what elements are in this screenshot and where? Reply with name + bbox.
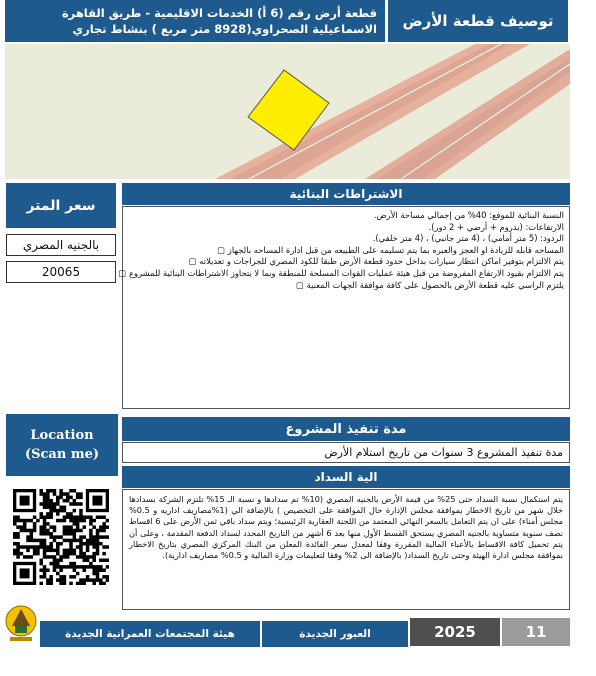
price-per-meter: 20065 xyxy=(6,261,116,283)
qr-code[interactable] xyxy=(13,489,109,585)
condition-item: الارتفاعات: (بدروم + أرضي + 2 دور). xyxy=(428,221,564,232)
site-map xyxy=(5,44,570,179)
condition-item: يتم الالتزام بتوفير اماكن انتظار سيارات بداخل حدود قطعة الأرض طبقا للكود المصري للجراجات و تعديلاته ▢ xyxy=(188,256,564,267)
condition-item: المساحه قابله للزيادة او العجز والعبره بما يتم تسليمه على الطبيعه من قبل ادارة المساحه بالجهاز ▢ xyxy=(217,244,564,255)
payment-heading: الية السداد xyxy=(122,466,570,488)
location-title: Location xyxy=(30,428,94,443)
conditions-heading: الاشتراطات البنائية xyxy=(122,183,570,205)
section-title: توصيف قطعة الأرض xyxy=(388,0,568,42)
qr-code-graphic xyxy=(13,489,109,585)
footer-year: 2025 xyxy=(410,618,500,646)
condition-item: يتم الالتزام بقيود الارتفاع المفروضة من قبل هيئة عمليات القوات المسلحة للمنطقة وبما لا يتجاوز الاشتراطات البنائية للمشروع ▢ xyxy=(118,267,564,278)
price-currency: بالجنيه المصري xyxy=(6,234,116,256)
condition-item: النسبة البنائية للموقع: 40% من إجمالي مساحة الأرض. xyxy=(373,210,564,220)
condition-item: الردود: (5 متر أمامي) ، (4 متر جانبي) ، (4 متر خلفي). xyxy=(372,233,564,244)
location-label xyxy=(6,414,118,476)
page-number: 11 xyxy=(502,618,570,646)
condition-item: يلتزم الراسي عليه قطعة الأرض بالحصول على كافة موافقة الجهات المعنية ▢ xyxy=(296,279,564,290)
footer-city: العبور الجديدة xyxy=(262,621,408,647)
duration-text: مدة تنفيذ المشروع 3 سنوات من تاريخ استلام الأرض xyxy=(122,442,570,463)
payment-text: يتم استكمال نسبة السداد حتى 25% من قيمة الأرض بالجنيه المصري (10% تم سدادها و نسبة الـ 15% تلتزم الشركة بسدادها خلال شهر من تاريخ الاخطار بموافقة مجلس الإدارة حال الموافقة على التخصيص ) بالإضافة الي (1%مصاريف اداريه و 0.5% مجلس أمناء) على ان يتم التعامل بالسعر النهائي المعتمد من اللجنة العقارية الرئيسية؛ ويتم سداد باقي ثمن الأرض على 6 اقساط نصف سنوية متساوية بالجنيه المصري يستحق القسط الأول منها بعد 6 أشهر من التاريخ المحدد لسداد الدفعة المقدمة ، وعلى أن يتم تحميل كافة الاقساط بالأعباء المالية المقررة وفقا لمعدل سعر الفائدة المعلن من البنك المركزي المصري بتاريخ الاخطار بموافقة مجلس ادارة الهيئة وحتى تاريخ السداد( بالإضافة الى 2% وفقا لتعليمات وزارة المالية و 0.5% مصاريف ادارية). xyxy=(122,489,570,610)
authority-logo xyxy=(4,604,38,644)
land-title: قطعة أرض رقم (6 أ) الخدمات الاقليمية - طريق القاهرة الاسماعيلية الصحراوي(8928 متر مربع ) بنشاط تجاري xyxy=(5,0,385,42)
location-hint: (Scan me) xyxy=(24,447,100,462)
conditions-list xyxy=(118,206,570,409)
footer-organization: هيئة المجتمعات العمرانية الجديدة xyxy=(40,621,260,647)
site-map-drawing xyxy=(5,44,570,179)
duration-heading: مدة تنفيذ المشروع xyxy=(122,417,570,441)
price-heading: سعر المتر xyxy=(6,183,116,228)
